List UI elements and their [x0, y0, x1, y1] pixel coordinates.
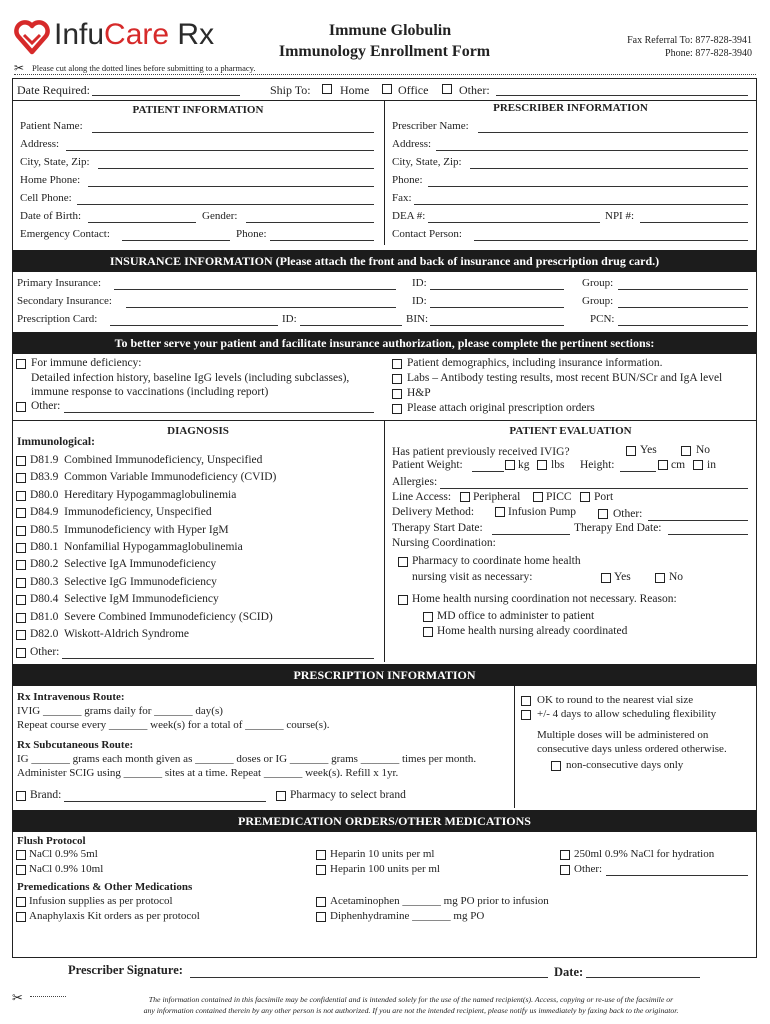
heparin10-label: Heparin 10 units per ml	[330, 848, 435, 860]
diagnosis-checkbox[interactable]	[16, 543, 26, 553]
iv-line-1: IVIG _______ grams daily for _______ day(s)	[17, 705, 223, 717]
premed-header: PREMEDICATION ORDERS/OTHER MEDICATIONS	[12, 810, 757, 832]
diagnosis-checkbox[interactable]	[16, 630, 26, 640]
hp-label: H&P	[407, 387, 431, 399]
diagnosis-title: DIAGNOSIS	[167, 425, 229, 437]
patient-cell-phone-input[interactable]	[77, 204, 374, 205]
patient-name-input[interactable]	[92, 132, 374, 133]
primary-id-input[interactable]	[430, 289, 564, 290]
evaluation-title: PATIENT EVALUATION	[509, 425, 632, 437]
end-date-label: Therapy End Date:	[574, 522, 662, 534]
diagnosis-item: D84.9 Immunodeficiency, Unspecified	[30, 506, 212, 519]
nursing-not-necessary-label: Home health nursing coordination not necessary. Reason:	[412, 593, 677, 605]
nursing-no-label: No	[669, 571, 684, 583]
immunological-label: Immunological:	[17, 436, 95, 448]
md-office-label: MD office to administer to patient	[437, 610, 595, 622]
prescriber-address-input[interactable]	[436, 150, 748, 151]
sections-header: To better serve your patient and facilitate insurance authorization, please complete the pertinent sections:	[12, 332, 757, 354]
prescriber-city-label: City, State, Zip:	[392, 156, 462, 168]
brand-rx: Rx	[169, 18, 215, 51]
anaphylaxis-checkbox[interactable]	[16, 912, 26, 922]
diagnosis-checkbox[interactable]	[16, 508, 26, 518]
logo	[14, 16, 244, 60]
dea-label: DEA #:	[392, 210, 426, 222]
secondary-id-label: ID:	[412, 295, 427, 307]
signature-input[interactable]	[190, 977, 548, 978]
diagnosis-item: D81.9 Combined Immunodeficiency, Unspecified	[30, 454, 263, 466]
demographics-label: Patient demographics, including insurance information.	[407, 357, 663, 369]
ship-home-checkbox[interactable]	[322, 84, 332, 94]
emergency-contact-label: Emergency Contact:	[20, 228, 110, 240]
divider	[384, 100, 385, 245]
divider	[384, 420, 385, 662]
non-consecutive-label: non-consecutive days only	[566, 759, 684, 771]
cm-label: cm	[671, 459, 686, 471]
diagnosis-item: D81.0 Severe Combined Immunodeficiency (SCID)	[30, 610, 273, 623]
immune-deficiency-label: For immune deficiency:	[31, 357, 142, 369]
prescriber-address-label: Address:	[392, 138, 432, 150]
pump-label: Infusion Pump	[508, 506, 577, 518]
supplies-label: Infusion supplies as per protocol	[29, 895, 173, 907]
diagnosis-item: D83.9 Common Variable Immunodeficiency (CVID)	[30, 471, 277, 484]
patient-address-label: Address:	[20, 138, 60, 150]
diagnosis-other-input[interactable]	[62, 658, 374, 659]
primary-group-input[interactable]	[618, 289, 748, 290]
start-date-input[interactable]	[492, 534, 570, 535]
cm-checkbox[interactable]	[658, 460, 668, 470]
ship-office-label: Office	[398, 83, 429, 97]
prescriber-info-title: PRESCRIBER INFORMATION	[493, 102, 648, 114]
secondary-insurance-label: Secondary Insurance:	[17, 295, 112, 307]
md-office-checkbox[interactable]	[423, 612, 433, 622]
port-label: Port	[594, 491, 614, 503]
bin-input[interactable]	[430, 325, 564, 326]
diagnosis-item: D80.0 Hereditary Hypogammaglobulinemia	[30, 488, 237, 501]
hp-checkbox[interactable]	[392, 389, 402, 399]
rx-card-label: Prescription Card:	[17, 313, 98, 325]
pharmacy-coordinate-label: Pharmacy to coordinate home health	[412, 555, 581, 567]
premed-other-input[interactable]	[606, 875, 748, 876]
acetaminophen-label: Acetaminophen _______ mg PO prior to infusion	[330, 895, 549, 907]
round-vial-label: OK to round to the nearest vial size	[537, 694, 694, 706]
dea-input[interactable]	[428, 222, 600, 223]
premed-other-checkbox[interactable]	[560, 865, 570, 875]
diagnosis-checkbox[interactable]	[16, 560, 26, 570]
rx-card-input[interactable]	[110, 325, 278, 326]
detail-line-2: immune response to vaccinations (including report)	[31, 386, 269, 398]
diagnosis-checkbox[interactable]	[16, 595, 26, 605]
picc-checkbox[interactable]	[533, 492, 543, 502]
nacl5-label: NaCl 0.9% 5ml	[29, 848, 98, 860]
nacl250-checkbox[interactable]	[560, 850, 570, 860]
peripheral-checkbox[interactable]	[460, 492, 470, 502]
disclaimer-line-2: any information contained therein by any other person is not authorized. If you are not the intended recipient, please notify us immediately by faxing back to the originator.	[143, 1006, 679, 1015]
ivig-no-checkbox[interactable]	[681, 446, 691, 456]
pcn-label: PCN:	[590, 313, 615, 325]
signature-label: Prescriber Signature:	[68, 963, 183, 977]
labs-label: Labs – Antibody testing results, most recent BUN/SCr and IgA level	[407, 372, 723, 384]
diagnosis-checkbox[interactable]	[16, 473, 26, 483]
sections-other-checkbox[interactable]	[16, 402, 26, 412]
lbs-checkbox[interactable]	[537, 460, 547, 470]
prescriber-name-label: Prescriber Name:	[392, 120, 469, 132]
prescriber-phone-label: Phone:	[392, 174, 423, 186]
signature-date-input[interactable]	[586, 977, 700, 978]
schedule-flex-label: +/- 4 days to allow scheduling flexibility	[537, 708, 717, 720]
ship-other-input[interactable]	[496, 95, 748, 96]
sc-line-2: Administer SCIG using _______ sites at a time. Repeat _______ week(s). Refill x 1yr.	[17, 767, 399, 779]
line-access-label: Line Access:	[392, 491, 452, 503]
bin-label: BIN:	[406, 313, 428, 325]
patient-gender-input[interactable]	[246, 222, 374, 223]
cut-note: Please cut along the dotted lines before submitting to a pharmacy.	[32, 63, 256, 73]
attach-orders-label: Please attach original prescription orders	[407, 402, 595, 414]
multiple-doses-1: Multiple doses will be administered on	[537, 729, 709, 741]
diagnosis-checkbox[interactable]	[16, 491, 26, 501]
delivery-other-label: Other:	[613, 508, 643, 520]
diphenhydramine-checkbox[interactable]	[316, 912, 326, 922]
patient-address-input[interactable]	[66, 150, 374, 151]
diagnosis-other-label: Other:	[30, 646, 60, 658]
iv-route-label: Rx Intravenous Route:	[17, 691, 125, 703]
lbs-label: lbs	[551, 459, 565, 471]
scissors-icon: ✂	[12, 990, 23, 1005]
prescriber-fax-label: Fax:	[392, 192, 412, 204]
fax-referral: Fax Referral To: 877-828-3941	[627, 35, 752, 46]
brand-checkbox[interactable]	[16, 791, 26, 801]
premedications-label: Premedications & Other Medications	[17, 881, 193, 893]
peripheral-label: Peripheral	[473, 491, 521, 503]
already-coordinated-label: Home health nursing already coordinated	[437, 625, 628, 637]
sc-line-1: IG _______ grams each month given as _______ doses or IG _______ grams _______ times per month.	[17, 753, 477, 765]
nursing-not-necessary-checkbox[interactable]	[398, 595, 408, 605]
acetaminophen-checkbox[interactable]	[316, 897, 326, 907]
patient-home-phone-label: Home Phone:	[20, 174, 81, 186]
multiple-doses-2: consecutive days unless ordered otherwise.	[537, 743, 727, 755]
patient-name-label: Patient Name:	[20, 120, 83, 132]
diagnosis-checkbox[interactable]	[16, 578, 26, 588]
diagnosis-other-checkbox[interactable]	[16, 648, 26, 658]
in-checkbox[interactable]	[693, 460, 703, 470]
already-coordinated-checkbox[interactable]	[423, 627, 433, 637]
kg-label: kg	[518, 459, 530, 471]
diagnosis-item: D80.2 Selective IgA Immunodeficiency	[30, 558, 217, 571]
nursing-label: Nursing Coordination:	[392, 537, 496, 549]
prescriber-city-input[interactable]	[470, 168, 748, 169]
height-input[interactable]	[620, 471, 656, 472]
diagnosis-checkbox[interactable]	[16, 456, 26, 466]
brand-label: Brand:	[30, 789, 62, 801]
allergies-label: Allergies:	[392, 476, 438, 488]
prescriber-phone-input[interactable]	[428, 186, 748, 187]
form-title-1: Immune Globulin	[328, 22, 452, 39]
delivery-label: Delivery Method:	[392, 506, 475, 518]
secondary-id-input[interactable]	[430, 307, 564, 308]
npi-input[interactable]	[640, 222, 748, 223]
primary-insurance-label: Primary Insurance:	[17, 277, 101, 289]
diagnosis-item: D80.1 Nonfamilial Hypogammaglobulinemia	[30, 541, 243, 553]
phone-number: Phone: 877-828-3940	[665, 48, 752, 59]
primary-insurance-input[interactable]	[114, 289, 396, 290]
secondary-group-input[interactable]	[618, 307, 748, 308]
patient-gender-label: Gender:	[202, 210, 238, 222]
in-label: in	[707, 459, 716, 471]
anaphylaxis-label: Anaphylaxis Kit orders as per protocol	[29, 910, 200, 922]
immune-deficiency-checkbox[interactable]	[16, 359, 26, 369]
prescriber-fax-input[interactable]	[414, 204, 748, 205]
end-date-input[interactable]	[668, 534, 748, 535]
nacl10-label: NaCl 0.9% 10ml	[29, 863, 104, 875]
pharmacy-brand-label: Pharmacy to select brand	[290, 789, 406, 801]
prescriber-name-input[interactable]	[478, 132, 748, 133]
prescription-header: PRESCRIPTION INFORMATION	[12, 664, 757, 686]
primary-group-label: Group:	[582, 277, 614, 289]
schedule-flex-checkbox[interactable]	[521, 710, 531, 720]
disclaimer-line-1: The information contained in this facsimile may be confidential and is intended solely for the use of the named recipient(s). Access, copying or re-use of the facsimile or	[66, 995, 756, 1004]
ivig-yes-checkbox[interactable]	[626, 446, 636, 456]
nursing-yes-label: Yes	[614, 571, 631, 583]
start-date-label: Therapy Start Date:	[392, 522, 483, 534]
heparin100-label: Heparin 100 units per ml	[330, 863, 440, 875]
ship-to-label: Ship To:	[270, 83, 311, 97]
brand-care: Care	[104, 18, 170, 51]
sc-route-label: Rx Subcutaneous Route:	[17, 739, 134, 751]
diphenhydramine-label: Diphenhydramine _______ mg PO	[330, 910, 485, 922]
patient-city-input[interactable]	[98, 168, 374, 169]
non-consecutive-checkbox[interactable]	[551, 761, 561, 771]
ship-other-label: Other:	[459, 83, 490, 97]
divider	[514, 686, 515, 808]
supplies-checkbox[interactable]	[16, 897, 26, 907]
pcn-input[interactable]	[618, 325, 748, 326]
insurance-header: INSURANCE INFORMATION (Please attach the front and back of insurance and prescription drug card.)	[12, 250, 757, 272]
nacl250-label: 250ml 0.9% NaCl for hydration	[574, 848, 715, 860]
brand-infu: Infu	[54, 18, 105, 51]
scissors-icon: ✂	[14, 61, 25, 75]
picc-label: PICC	[546, 491, 572, 503]
heart-logo-icon	[14, 18, 50, 56]
form-title-2: Immunology Enrollment Form	[278, 43, 491, 60]
rx-card-id-label: ID:	[282, 313, 297, 325]
npi-label: NPI #:	[605, 210, 635, 222]
ship-other-checkbox[interactable]	[442, 84, 452, 94]
diagnosis-item: D80.4 Selective IgM Immunodeficiency	[30, 593, 219, 606]
contact-person-input[interactable]	[474, 240, 748, 241]
diagnosis-checkbox[interactable]	[16, 526, 26, 536]
patient-home-phone-input[interactable]	[88, 186, 374, 187]
pump-checkbox[interactable]	[495, 507, 505, 517]
dotted-cut-line	[14, 74, 756, 75]
labs-checkbox[interactable]	[392, 374, 402, 384]
port-checkbox[interactable]	[580, 492, 590, 502]
ivig-question: Has patient previously received IVIG?	[392, 446, 570, 458]
flush-protocol-label: Flush Protocol	[17, 835, 86, 847]
iv-line-2: Repeat course every _______ week(s) for a total of _______ course(s).	[17, 719, 330, 731]
diagnosis-checkbox[interactable]	[16, 613, 26, 623]
round-vial-checkbox[interactable]	[521, 696, 531, 706]
patient-city-label: City, State, Zip:	[20, 156, 90, 168]
nursing-yes-checkbox[interactable]	[601, 573, 611, 583]
ivig-no-label: No	[696, 444, 711, 456]
diagnosis-item: D80.5 Immunodeficiency with Hyper IgM	[30, 523, 229, 536]
emergency-phone-label: Phone:	[236, 228, 267, 240]
demographics-checkbox[interactable]	[392, 359, 402, 369]
detail-line-1: Detailed infection history, baseline IgG levels (including subclasses),	[31, 372, 350, 384]
heparin10-checkbox[interactable]	[316, 850, 326, 860]
nacl5-checkbox[interactable]	[16, 850, 26, 860]
pharmacy-coordinate-checkbox[interactable]	[398, 557, 408, 567]
nacl10-checkbox[interactable]	[16, 865, 26, 875]
nursing-no-checkbox[interactable]	[655, 573, 665, 583]
rx-card-id-input[interactable]	[300, 325, 402, 326]
brand-input[interactable]	[64, 801, 266, 802]
patient-info-title: PATIENT INFORMATION	[132, 104, 264, 116]
ship-office-checkbox[interactable]	[382, 84, 392, 94]
sections-other-input[interactable]	[64, 412, 374, 413]
patient-dob-label: Date of Birth:	[20, 210, 82, 222]
contact-person-label: Contact Person:	[392, 228, 462, 240]
ship-home-label: Home	[340, 83, 370, 97]
weight-label: Patient Weight:	[392, 459, 463, 471]
signature-date-label: Date:	[554, 965, 584, 979]
weight-input[interactable]	[472, 471, 504, 472]
allergies-input[interactable]	[440, 488, 748, 489]
pharmacy-coordinate-label-2: nursing visit as necessary:	[412, 571, 533, 583]
date-required-label: Date Required:	[17, 83, 90, 97]
emergency-phone-input[interactable]	[270, 240, 374, 241]
pharmacy-brand-checkbox[interactable]	[276, 791, 286, 801]
ivig-yes-label: Yes	[640, 444, 657, 456]
secondary-insurance-input[interactable]	[126, 307, 396, 308]
patient-cell-phone-label: Cell Phone:	[20, 192, 72, 204]
delivery-other-checkbox[interactable]	[598, 509, 608, 519]
patient-dob-input[interactable]	[88, 222, 196, 223]
diagnosis-item: D82.0 Wiskott-Aldrich Syndrome	[30, 628, 190, 640]
height-label: Height:	[580, 459, 615, 471]
heparin100-checkbox[interactable]	[316, 865, 326, 875]
kg-checkbox[interactable]	[505, 460, 515, 470]
diagnosis-item: D80.3 Selective IgG Immunodeficiency	[30, 575, 217, 588]
attach-orders-checkbox[interactable]	[392, 404, 402, 414]
emergency-contact-input[interactable]	[122, 240, 230, 241]
premed-other-label: Other:	[574, 863, 603, 875]
date-required-input[interactable]	[92, 95, 240, 96]
secondary-group-label: Group:	[582, 295, 614, 307]
sections-other-label: Other:	[31, 400, 61, 412]
delivery-other-input[interactable]	[648, 520, 748, 521]
primary-id-label: ID:	[412, 277, 427, 289]
